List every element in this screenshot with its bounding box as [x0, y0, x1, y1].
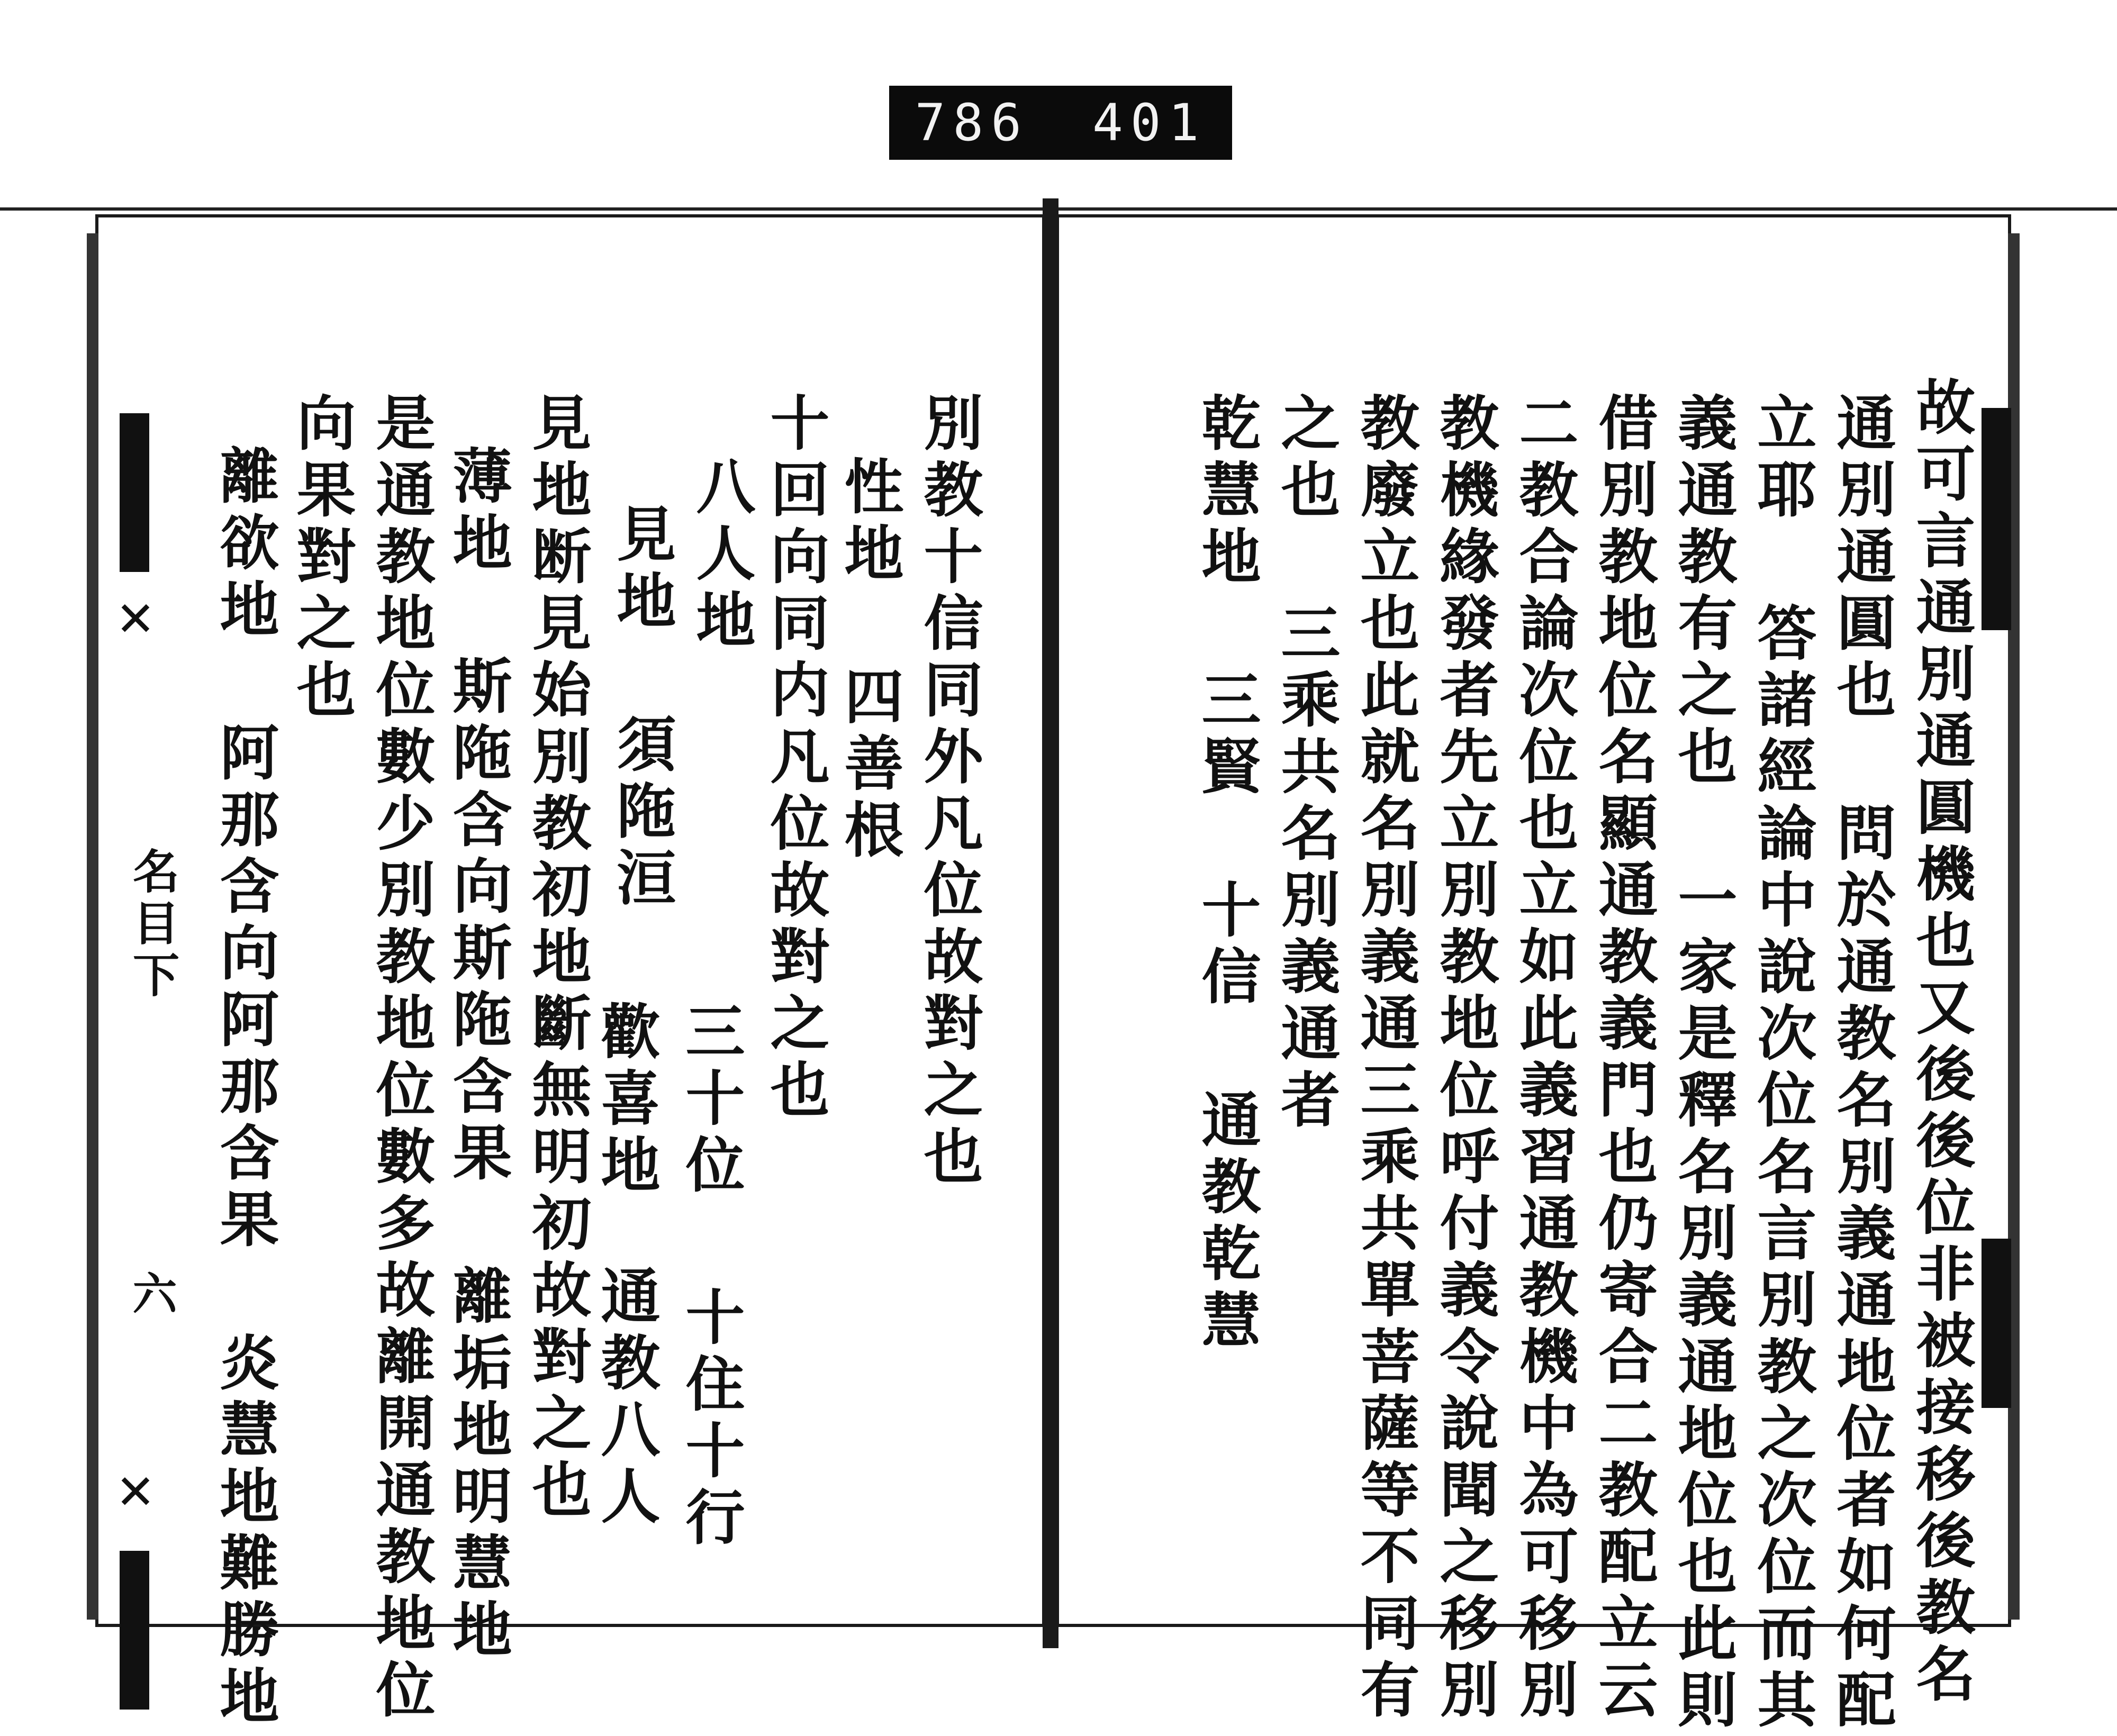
- text-column: 借別教地位名顯通教義門也仍寄合二教配立云: [1589, 392, 1658, 1725]
- left-page: [95, 214, 1045, 1732]
- text-column: 通別通圓也 問於通教名別義通地位者如何配: [1827, 392, 1896, 1735]
- text-column: 見地 須陁洹: [607, 503, 676, 913]
- scan-top-rule: [0, 207, 2117, 211]
- text-column: 是通教地位數少別教地位數多故離開通教地位: [366, 392, 436, 1725]
- text-column: 故可言通別通圓機也又後後位非被接移後教名: [1906, 376, 1976, 1710]
- fish-tail-ornament-icon: ✕: [115, 592, 156, 647]
- text-column: 立耶 答諸經論中說次位名言別教之次位而其: [1748, 392, 1817, 1735]
- film-number-right: 401: [1092, 93, 1207, 152]
- margin-page-number: 六: [125, 1270, 178, 1315]
- text-column: 性地 四善根: [835, 456, 904, 866]
- margin-title: 名目下: [125, 847, 180, 1003]
- margin-black-block: [120, 413, 149, 572]
- margin-black-block: [120, 1551, 149, 1710]
- right-page: [1056, 214, 2011, 1735]
- text-column: 薄地 斯陁含向斯陁含果 離垢地明慧地: [443, 445, 512, 1665]
- text-column: 二教合論次位也立如此義習通教機中為可移別: [1509, 392, 1579, 1725]
- left-page-edge: [87, 233, 98, 1620]
- margin-black-block: [1982, 1239, 2011, 1408]
- text-column: 十住十行: [676, 1286, 745, 1553]
- text-column: 教機緣發者先立別教地位呼付義令說聞之移別: [1430, 392, 1499, 1725]
- fish-tail-ornament-icon: ✕: [115, 1465, 156, 1520]
- text-column: 三十位: [676, 1001, 745, 1201]
- text-column: 歡喜地: [591, 1001, 661, 1201]
- open-book: [95, 214, 2011, 1735]
- text-column: 見地断見始別教初地斷無明初故對之也: [522, 392, 592, 1525]
- margin-strip: [115, 413, 180, 1736]
- text-column: 別教十信同外凡位故對之也: [914, 392, 983, 1192]
- film-frame-label: [889, 86, 1232, 160]
- film-number-left: 786: [915, 93, 1029, 152]
- text-column: 義通教有之也 一家是釋名別義通地位也此則: [1668, 392, 1738, 1735]
- text-column: 十回向同内凡位故對之也: [761, 392, 830, 1125]
- text-column: 乾慧地 三賢 十信 通教乾慧: [1192, 392, 1261, 1356]
- text-column: 八人地: [686, 456, 756, 656]
- margin-black-block: [1982, 408, 2011, 630]
- text-column: 教廢立也此就名別義通三乘共單菩薩等不同有: [1351, 392, 1420, 1725]
- text-column: 之也 三乘共名別義通者: [1271, 392, 1341, 1135]
- text-column: 通教八人: [591, 1265, 661, 1532]
- text-column: 向果對之也: [287, 392, 356, 725]
- text-column: 離欲地 阿那含向阿那含果 炎慧地難勝地: [210, 445, 279, 1732]
